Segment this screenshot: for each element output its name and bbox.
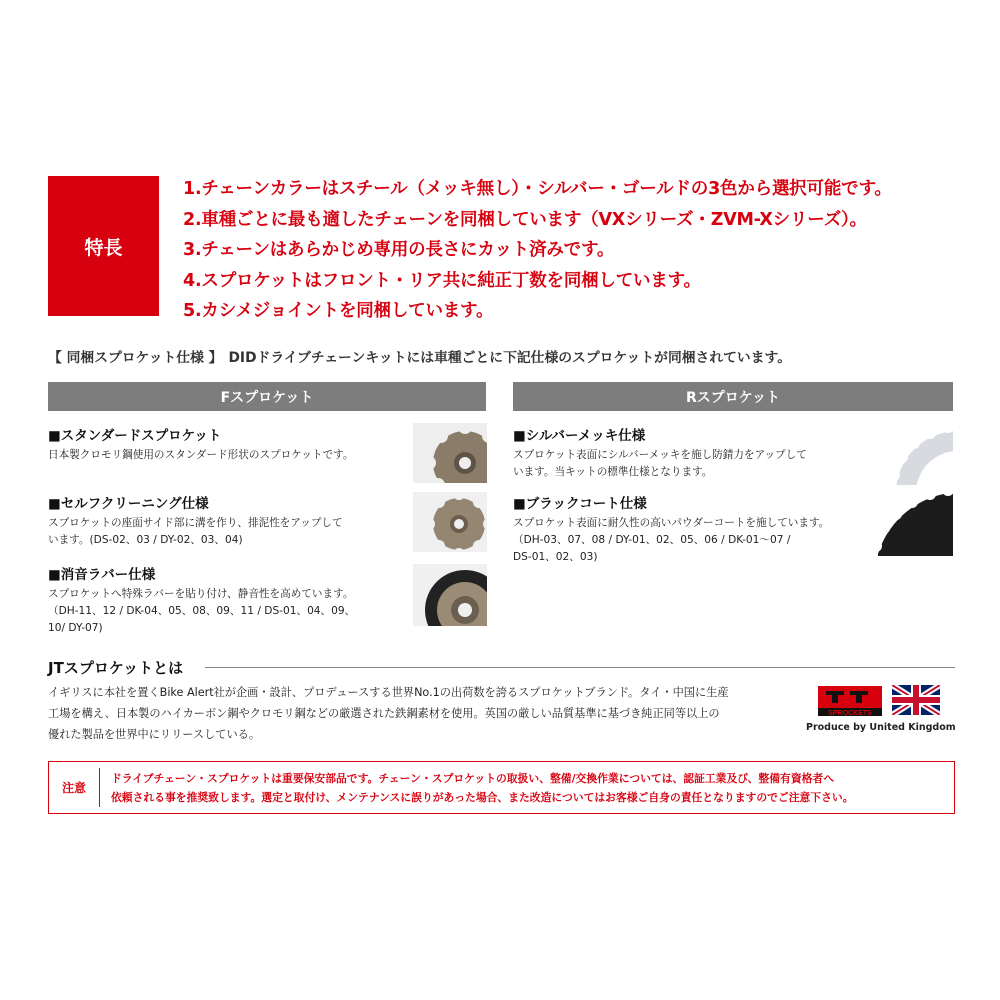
logo-text: SPROCKETS bbox=[828, 710, 872, 716]
front-item-title: ■消音ラバー仕様 bbox=[48, 567, 156, 583]
caution-line: ドライブチェーン・スプロケットは重要保安部品です。チェーン・スプロケットの取扱い、整備/交換作業については、認証工業及び、整備有資格者へ bbox=[111, 772, 835, 785]
desc-line: スプロケット表面にシルバーメッキを施し防錆力をアップして bbox=[513, 449, 807, 461]
feature-item: 5.カシメジョイントを同梱しています。 bbox=[183, 301, 494, 321]
desc-line: DS-01、02、03) bbox=[513, 551, 598, 563]
caution-separator bbox=[99, 768, 100, 807]
rear-item-title: ■シルバーメッキ仕様 bbox=[513, 428, 646, 444]
rear-item-desc bbox=[513, 515, 829, 566]
front-item-desc bbox=[48, 515, 343, 549]
rear-sprocket-header: Rスプロケット bbox=[513, 382, 953, 411]
self-cleaning-sprocket-photo bbox=[413, 492, 487, 552]
caution-line: 依頼される事を推奨致します。選定と取付け、メンテナンスに誤りがあった場合、また改造についてはお客様ご自身の責任となりますのでご注意下さい。 bbox=[111, 791, 854, 804]
caution-box bbox=[48, 761, 955, 814]
jt-divider bbox=[205, 667, 955, 668]
desc-line: （DH-11、12 / DK-04、05、08、09、11 / DS-01、04、09、 bbox=[48, 605, 356, 617]
jt-section-title: JTスプロケットとは bbox=[48, 659, 184, 677]
bundled-sprocket-intro bbox=[48, 346, 988, 366]
caution-text bbox=[111, 769, 951, 807]
intro-heading: 【 同梱スプロケット仕様 】 bbox=[48, 350, 223, 366]
front-item-desc bbox=[48, 447, 353, 464]
union-jack-flag-icon bbox=[892, 685, 940, 715]
feature-item: 1.チェーンカラーはスチール（メッキ無し）・シルバー・ゴールドの3色から選択可能です。 bbox=[183, 179, 892, 199]
caution-label: 注意 bbox=[61, 781, 86, 795]
rear-item-title: ■ブラックコート仕様 bbox=[513, 496, 647, 512]
jt-description bbox=[48, 682, 798, 745]
desc-line: スプロケットへ特殊ラバーを貼り付け、静音性を高めています。 bbox=[48, 588, 354, 600]
features-label: 特長 bbox=[48, 176, 159, 316]
front-item-title: ■スタンダードスプロケット bbox=[48, 428, 222, 444]
feature-item: 3.チェーンはあらかじめ専用の長さにカット済みです。 bbox=[183, 240, 615, 260]
jt-line: 優れた製品を世界中にリリースしている。 bbox=[48, 728, 261, 741]
front-sprocket-header: Fスプロケット bbox=[48, 382, 486, 411]
desc-line: 日本製クロモリ鋼使用のスタンダード形状のスプロケットです。 bbox=[48, 449, 354, 461]
feature-item: 4.スプロケットはフロント・リア共に純正丁数を同梱しています。 bbox=[183, 270, 701, 291]
jt-caption: Produce by United Kingdom bbox=[806, 722, 956, 733]
features-list bbox=[183, 174, 983, 327]
standard-sprocket-photo bbox=[413, 423, 487, 483]
jt-line: イギリスに本社を置くBike Alert社が企画・設計、プロデュースする世界No.1の出荷数を誇るスプロケットブランド。タイ・中国に生産 bbox=[48, 686, 729, 699]
front-item-title: ■セルフクリーニング仕様 bbox=[48, 496, 209, 512]
desc-line: スプロケットの座面サイド部に溝を作り、排泥性をアップして bbox=[48, 517, 343, 529]
rubber-damper-sprocket-photo bbox=[413, 564, 487, 626]
desc-line: スプロケット表面に耐久性の高いパウダーコートを施しています。 bbox=[513, 517, 830, 529]
feature-item: 2.車種ごとに最も適したチェーンを同梱しています（VXシリーズ・ZVM-Xシリーズ）。 bbox=[183, 209, 867, 230]
front-item-desc bbox=[48, 586, 355, 637]
rear-item-desc bbox=[513, 447, 807, 481]
silver-plated-sprocket-photo bbox=[878, 423, 953, 485]
black-coat-sprocket-photo bbox=[878, 494, 953, 556]
desc-line: います。当キットの標準仕様となります。 bbox=[513, 466, 713, 478]
desc-line: 10/ DY-07) bbox=[48, 622, 103, 634]
jt-line: 工場を構え、日本製のハイカーボン鋼やクロモリ鋼などの厳選された鉄鋼素材を使用。英国の厳しい品質基準に基づき純正同等以上の bbox=[48, 707, 720, 720]
intro-text: DIDドライブチェーンキットには車種ごとに下記仕様のスプロケットが同梱されています。 bbox=[228, 350, 792, 366]
jt-sprockets-logo-icon bbox=[818, 686, 882, 716]
desc-line: （DH-03、07、08 / DY-01、02、05、06 / DK-01〜07 / bbox=[513, 534, 791, 546]
desc-line: います。(DS-02、03 / DY-02、03、04) bbox=[48, 534, 243, 546]
